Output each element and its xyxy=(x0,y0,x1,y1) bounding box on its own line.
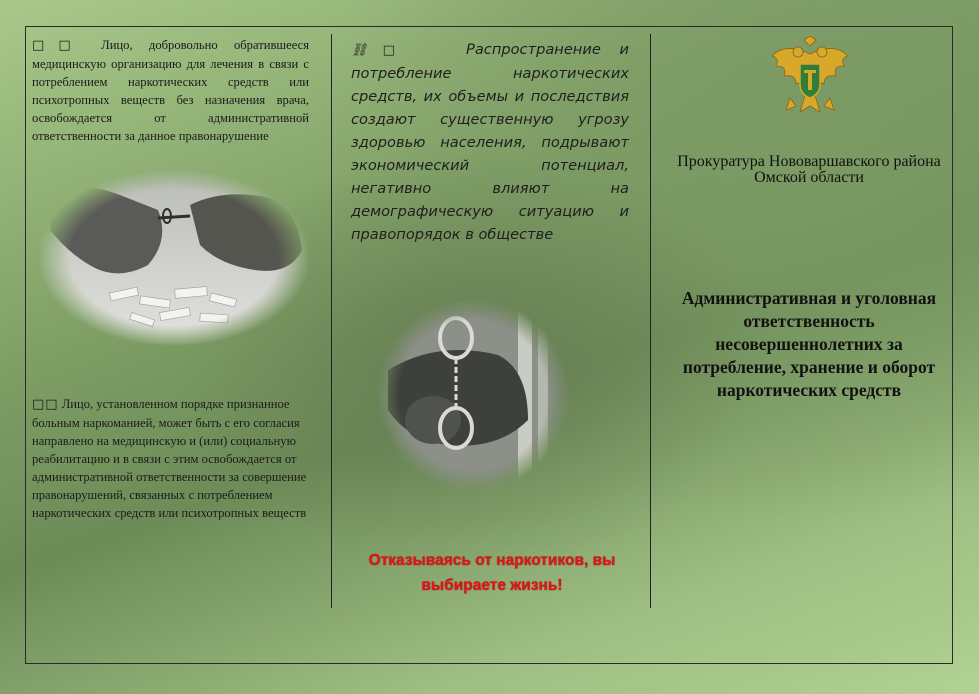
hands-with-drug-packets-photo xyxy=(40,170,308,345)
organization-name: Прокуратура Нововаршавского района Омской области xyxy=(677,153,941,186)
square-marker-icon: □□ xyxy=(32,397,59,412)
column-divider-left xyxy=(331,34,332,608)
middle-paragraph xyxy=(351,38,629,246)
chain-marker-icon: ⛓□ xyxy=(351,43,410,58)
brochure-title: Административная и уголовная ответственность несовершеннолетних за потребление, хранение и оборот наркотических средств xyxy=(681,288,937,400)
square-marker-icon: □□ xyxy=(32,38,85,53)
left-paragraph-1-text: Лицо, добровольно обратившееся медицинскую организацию для лечения в связи с потреблением наркотических средств или психотропных веществ без назначения врача, освобождается от административной ответственности за данное правонарушение xyxy=(32,38,309,143)
left-paragraph-2-text: Лицо, установленном порядке признанное больным наркоманией, может быть с его согласия направлено на медицинскую и (или) социальную реабилитацию и в связи с этим освобождается от административной ответственности за совершение правонарушений, связанных с потреблением наркотических средств или психотропных веществ xyxy=(32,397,307,520)
anti-drug-slogan: Отказываясь от наркотиков, вы выбираете жизнь! xyxy=(368,552,616,594)
left-paragraph-2 xyxy=(32,395,309,522)
column-divider-right xyxy=(650,34,651,608)
left-paragraph-1 xyxy=(32,36,309,145)
middle-paragraph-text: Распространение и потребление наркотических средств, их объемы и последствия создают существенную угрозу здоровью населения, подрывают экономический потенциал, негативно влияют на демографическую ситуацию и правопорядок в обществе xyxy=(351,41,629,243)
prosecutor-emblem-icon xyxy=(766,36,854,124)
handcuffs-prisoner-photo xyxy=(378,300,568,490)
